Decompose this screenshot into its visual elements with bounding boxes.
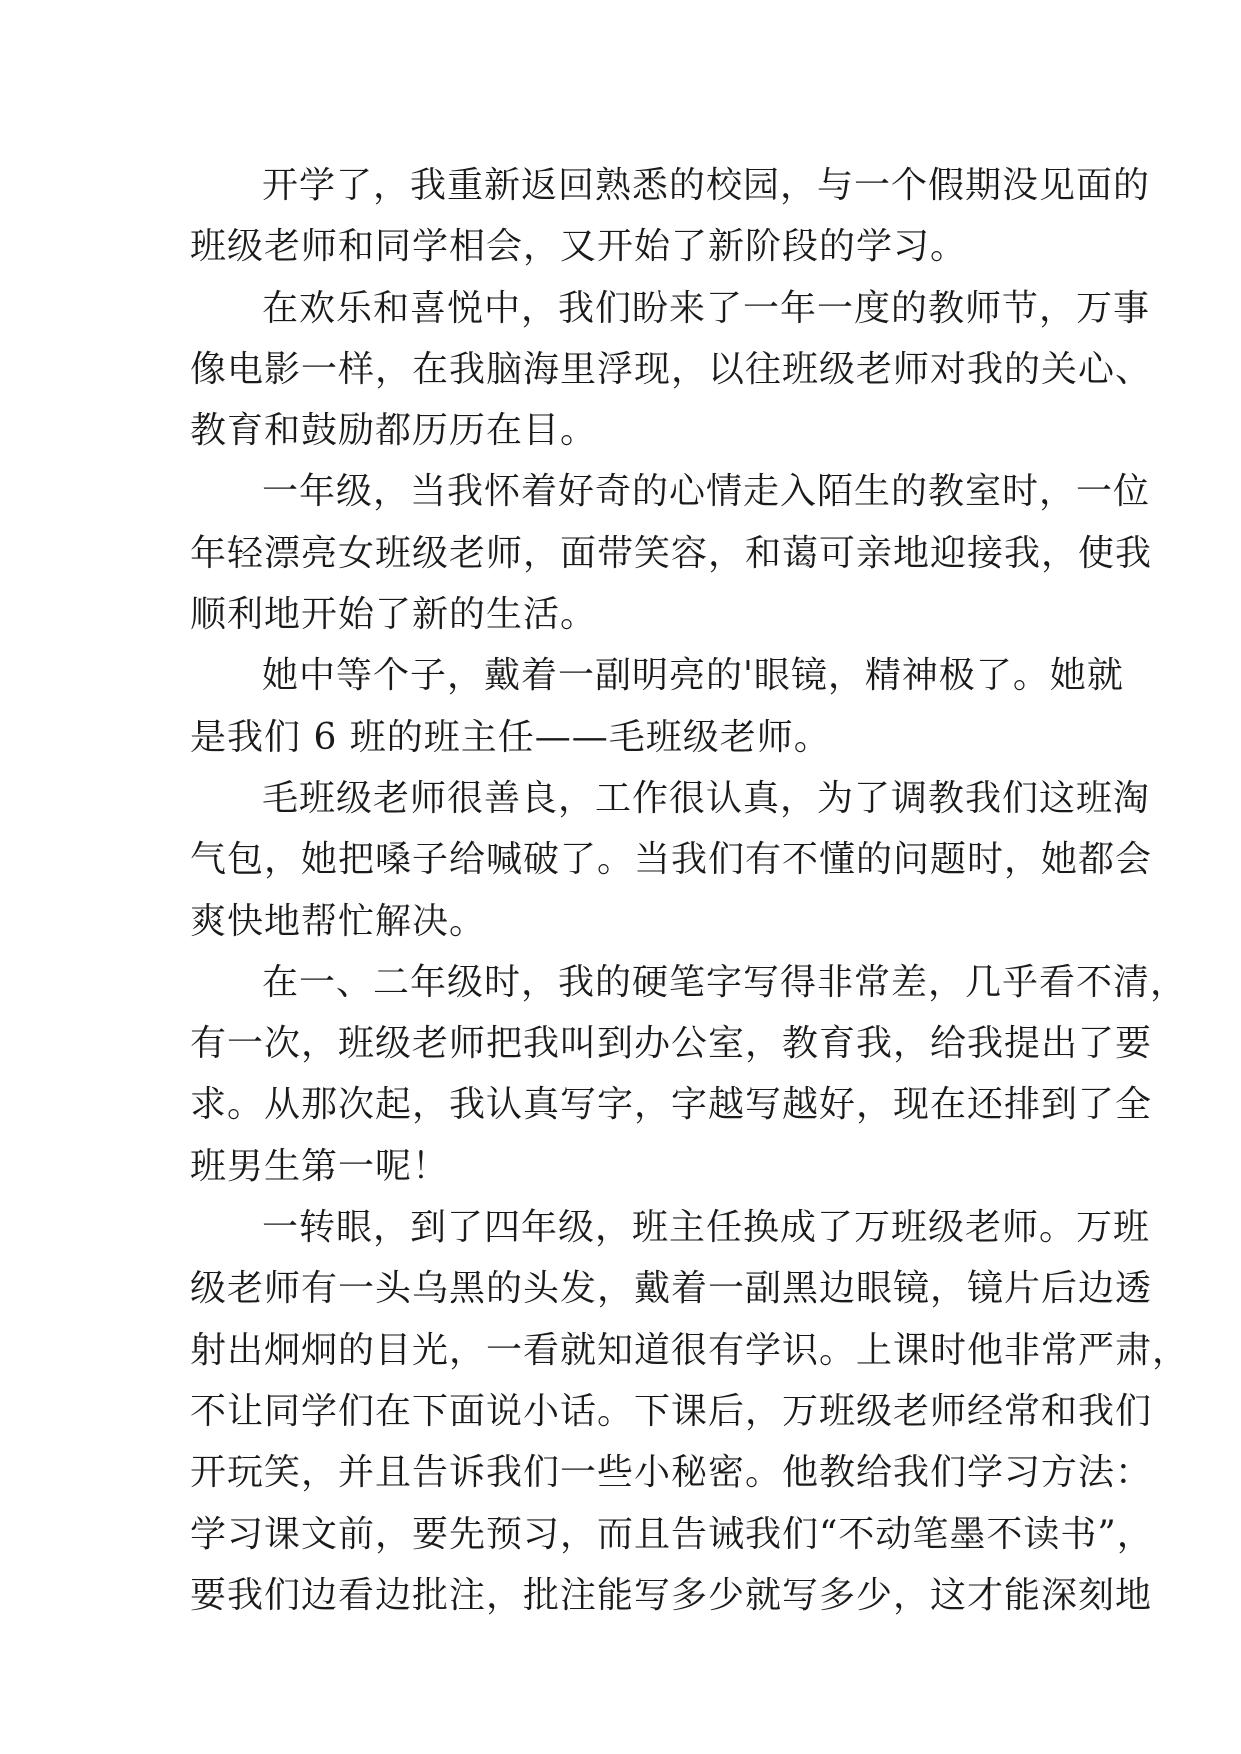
text-line: 级老师有一头乌黑的头发，戴着一副黑边眼镜，镜片后边透 (190, 1268, 1153, 1310)
text-line: 一年级，当我怀着好奇的心情走入陌生的教室时，一位 (262, 471, 1151, 513)
text-line: 像电影一样，在我脑海里浮现，以往班级老师对我的关心、 (190, 348, 1153, 390)
text-line: 要我们边看边批注，批注能写多少就写多少，这才能深刻地 (190, 1574, 1153, 1616)
text-line: 气包，她把嗓子给喊破了。当我们有不懂的问题时，她都会 (190, 839, 1153, 881)
text-line: 开学了，我重新返回熟悉的校园，与一个假期没见面的 (262, 165, 1151, 206)
text-line: 毛班级老师很善良，工作很认真，为了调教我们这班淘 (262, 777, 1151, 819)
text-line: 教育和鼓励都历历在目。 (190, 410, 598, 452)
text-line: 不让同学们在下面说小话。下课后，万班级老师经常和我们 (190, 1390, 1153, 1432)
text-line: 班男生第一呢！ (190, 1145, 450, 1187)
text-line: 学习课文前，要先预习，而且告诫我们“不动笔墨不读书”， (190, 1513, 1154, 1555)
text-line: 一转眼，到了四年级，班主任换成了万班级老师。万班 (262, 1207, 1151, 1249)
text-line: 她中等个子，戴着一副明亮的'眼镜，精神极了。她就 (262, 655, 1124, 697)
text-line: 是我们 6 班的班主任——毛班级老师。 (190, 716, 831, 758)
text-line: 开玩笑，并且告诉我们一些小秘密。他教给我们学习方法： (190, 1452, 1153, 1494)
text-line: 射出炯炯的目光，一看就知道很有学识。上课时他非常严肃， (190, 1329, 1190, 1371)
text-line: 年轻漂亮女班级老师，面带笑容，和蔼可亲地迎接我，使我 (190, 532, 1153, 574)
text-line: 在一、二年级时，我的硬笔字写得非常差，几乎看不清， (262, 961, 1188, 1003)
text-line: 有一次，班级老师把我叫到办公室，教育我，给我提出了要 (190, 1023, 1153, 1065)
text-line: 在欢乐和喜悦中，我们盼来了一年一度的教师节，万事 (262, 287, 1151, 329)
document-body (190, 155, 1190, 1626)
text-line: 爽快地帮忙解决。 (190, 900, 487, 942)
text-line: 班级老师和同学相会，又开始了新阶段的学习。 (190, 226, 968, 268)
text-line: 顺利地开始了新的生活。 (190, 594, 598, 636)
text-line: 求。从那次起，我认真写字，字越写越好，现在还排到了全 (190, 1084, 1153, 1126)
